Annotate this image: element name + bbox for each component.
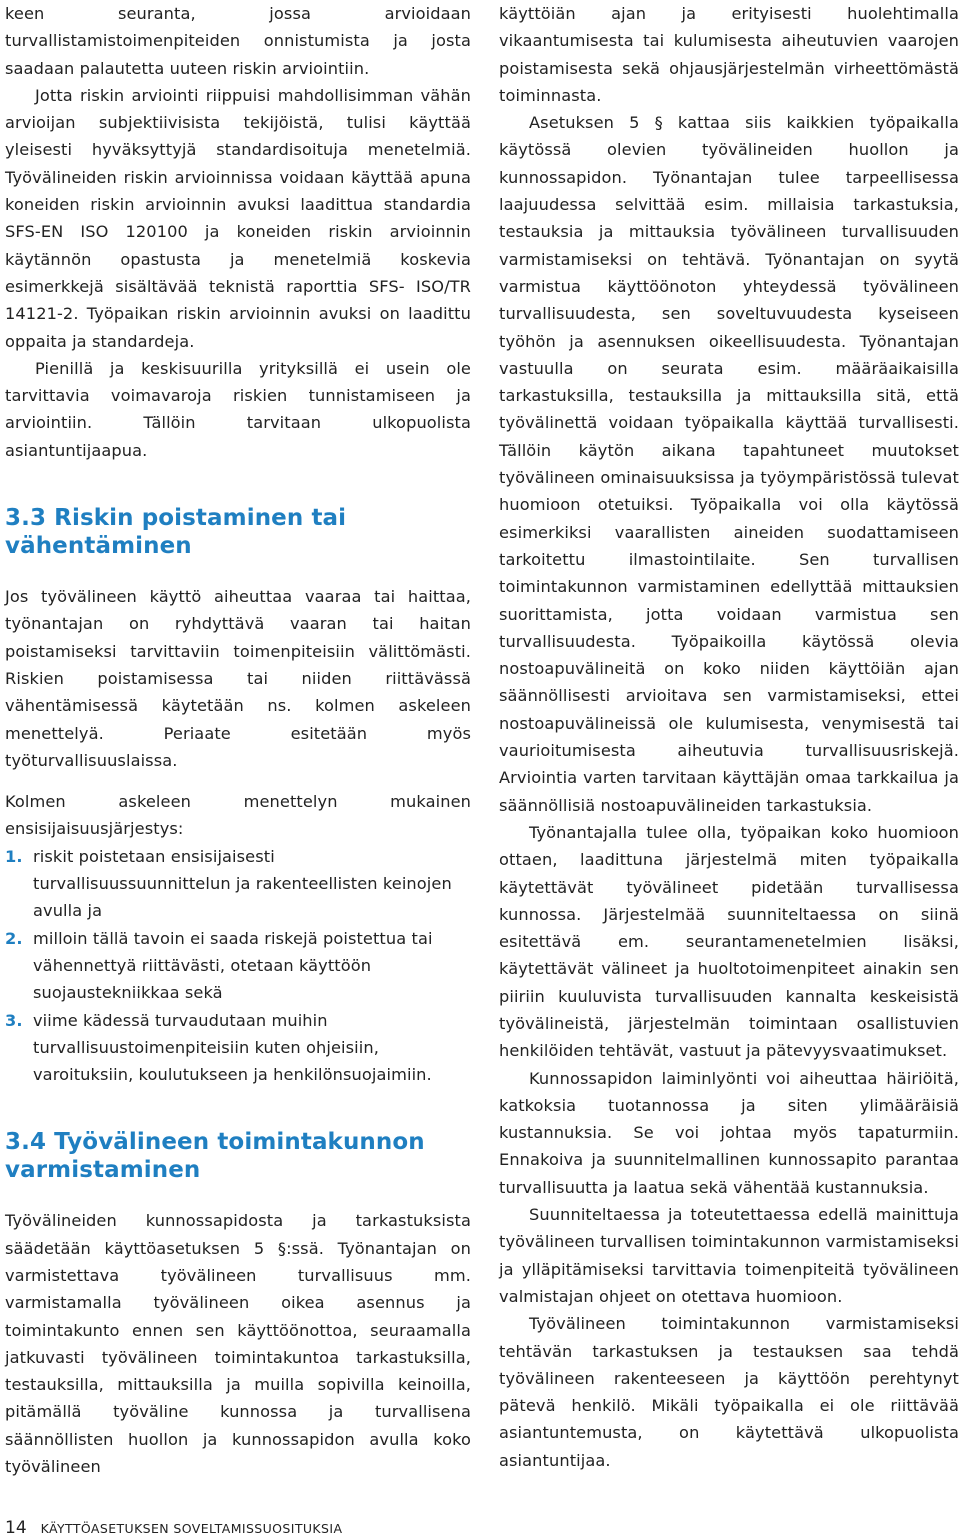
list-item-text: milloin tällä tavoin ei saada riskejä poistettua tai vähennettyä riittävästi, otetaan käyttöön suojaustekniikkaa sekä [33,928,433,1003]
list-item-text: riskit poistetaan ensisijaisesti turvallisuussuunnittelun ja rakenteellisten keinojen avulla ja [33,846,452,921]
paragraph: Työvälineen toimintakunnon varmistamiseksi tehtävän tarkastuksen ja testauksen saa tehdä työvälineen rakenteeseen ja käyttöön perehtynyt pätevä henkilö. Mikäli työpaikalla ei ole riittävää asiantuntemusta, on käytettävä ulkopuolista asiantuntijaa. [499,1314,959,1470]
paragraph: käyttöiän ajan ja erityisesti huolehtimalla vikaantumisesta tai kulumisesta aiheutuvien vaarojen poistamisesta sekä ohjausjärjestelmän virheettömästä toiminnasta. [499,4,959,105]
paragraph: Suunniteltaessa ja toteutettaessa edellä mainittuja työvälineen turvallisen toimintakunnon varmistamiseksi ja ylläpitämiseksi tarvittavia toimenpiteitä työvälineen valmistajan ohjeet on otettava huomioon. [499,1205,959,1306]
list-item-text: viime kädessä turvaudutaan muihin turvallisuustoimenpiteisiin kuten ohjeisiin, varoituksiin, koulutukseen ja henkilönsuojaimiin. [33,1010,432,1085]
left-column [5,0,471,1480]
paragraph: Asetuksen 5 § kattaa siis kaikkien työpaikalla käytössä olevien työvälineiden huollon ja kunnossapidon. Työnantajan tulee tarpeellisessa laajuudessa selvittää esim. millaisia tarkastuksia, testauksia ja mittauksia työvälineen turvallisuuden varmistamiseksi on tehtävä. Työnantajan on syytä varmistua käyttöönoton yhteydessä työvälineen turvallisuudesta, sen soveltuvuudesta kyseiseen työhön ja asennuksen oikeellisuudesta. Työnantajan vastuulla on seurata esim. määräaikaisilla tarkastuksilla, testauksilla ja mittauksilla sitä, että työvälinettä voidaan työpaikalla käyttää turvallisesti. Tällöin käytön aikana tapahtuneet muutokset työvälineen ominaisuuksissa ja työympäristössä tulevat huomioon otetuiksi. Työpaikalla voi olla käytössä esimerkiksi vaarallisten aineiden suodattamiseen tarkoitettu ilmastointilaite. Sen turvallisen toimintakunnon varmistaminen edellyttää mittauksien suorittamista, jotta voidaan varmistua sen turvallisuudesta. Työpaikoilla käytössä olevia nostoapuvälineitä on koko niiden käyttöiän ajan säännöllisesti arvioitava sen varmistamiseksi, ettei nostoapuvälineissä ole kulumisesta, venymisestä tai vaurioitumisesta aiheutuvia turvallisuusriskejä. Arviointia varten tarvitaan käyttäjän omaa tarkkailua ja säännöllisiä nostoapuvälineiden tarkastuksia. [499,113,959,815]
list-item [5,1007,471,1089]
page-number: 14 [5,1518,27,1538]
list-item-number: 1. [5,846,23,866]
paragraph: Työnantajalla tulee olla, työpaikan koko huomioon ottaen, laadittuna järjestelmä miten työpaikalla käytettävät työvälineet pidetään turvallisessa kunnossa. Järjestelmää suunniteltaessa on siinä esitettävä em. seurantamenetelmien lisäksi, käytettävät välineet ja huoltotoimenpiteet ainakin sen piiriin kuuluvista turvallisuuden kannalta keskeisistä työvälineistä, järjestelmän toimintaan osallistuvien henkilöiden tehtävät, vastuut ja pätevyysvaatimukset. [499,822,959,1061]
paragraph: Kolmen askeleen menettelyn mukainen ensisijaisuusjärjestys: [5,792,471,839]
paragraph: Työvälineiden kunnossapidosta ja tarkastuksista säädetään käyttöasetuksen 5 §:ssä. Työnantajan on varmistettava työvälineen turvallisuus mm. varmistamalla työvälineen oikea asennus ja toimintakunto ennen sen käyttöönottoa, seuraamalla jatkuvasti työvälineen toimintakuntoa tarkastuksilla, testauksilla, mittauksilla ja muilla sopivilla keinoilla, pitämällä työväline kunnossa ja turvallisena säännöllisten huollon ja kunnossapidon avulla koko työvälineen [5,1211,471,1477]
document-title: KÄYTTÖASETUKSEN SOVELTAMISSUOSITUKSIA [40,1521,343,1536]
page-footer [5,1518,342,1538]
paragraph: Kunnossapidon laiminlyönti voi aiheuttaa häiriöitä, katkoksia tuotannossa ja siten ylimääräisiä kustannuksia. Se voi johtaa myös tapaturmiin. Ennakoiva ja suunnitelmallinen kunnossapito parantaa turvallisuutta ja laatua sekä vähentää kustannuksia. [499,1068,959,1197]
section-heading-3-4: 3.4 Työvälineen toimintakunnon varmistaminen [5,1129,425,1184]
list-item-number: 3. [5,1010,23,1030]
list-item-number: 2. [5,928,23,948]
paragraph: keen seuranta, jossa arvioidaan turvallistamistoimenpiteiden onnistumista ja josta saadaan palautetta uuteen riskin arviointiin. [5,4,471,78]
paragraph: Jotta riskin arviointi riippuisi mahdollisimman vähän arvioijan subjektiivisista tekijöistä, tulisi käyttää yleisesti hyväksyttyjä standardisoituja menetelmiä. Työvälineiden riskin arvioinnissa voidaan käyttää apuna koneiden riskin arvioinnin avuksi laadittua standardia SFS-EN ISO 120100 ja koneiden riskin arvioinnin käytännön opastusta ja menetelmiä koskevia esimerkkejä sisältävää teknistä raporttia SFS- ISO/TR 14121-2. Työpaikan riskin arvioinnin avuksi on laadittu oppaita ja standardeja. [5,85,471,351]
right-column [499,0,959,1474]
list-item [5,843,471,925]
list-item [5,925,471,1007]
paragraph: Jos työvälineen käyttö aiheuttaa vaaraa tai haittaa, työnantajan on ryhdyttävä vaaran tai haitan poistamiseksi tarvittaviin toimenpiteisiin välittömästi. Riskien poistamisessa tai niiden riittävässä vähentämisessä käytetään ns. kolmen askeleen menettelyä. Periaate esitetään myös työturvallisuuslaissa. [5,587,471,770]
paragraph: Pienillä ja keskisuurilla yrityksillä ei usein ole tarvittavia voimavaroja riskien tunnistamiseen ja arviointiin. Tällöin tarvitaan ulkopuolista asiantuntijaapua. [5,358,471,460]
three-step-list [5,843,471,1089]
section-heading-3-3: 3.3 Riskin poistaminen tai vähentäminen [5,505,347,560]
